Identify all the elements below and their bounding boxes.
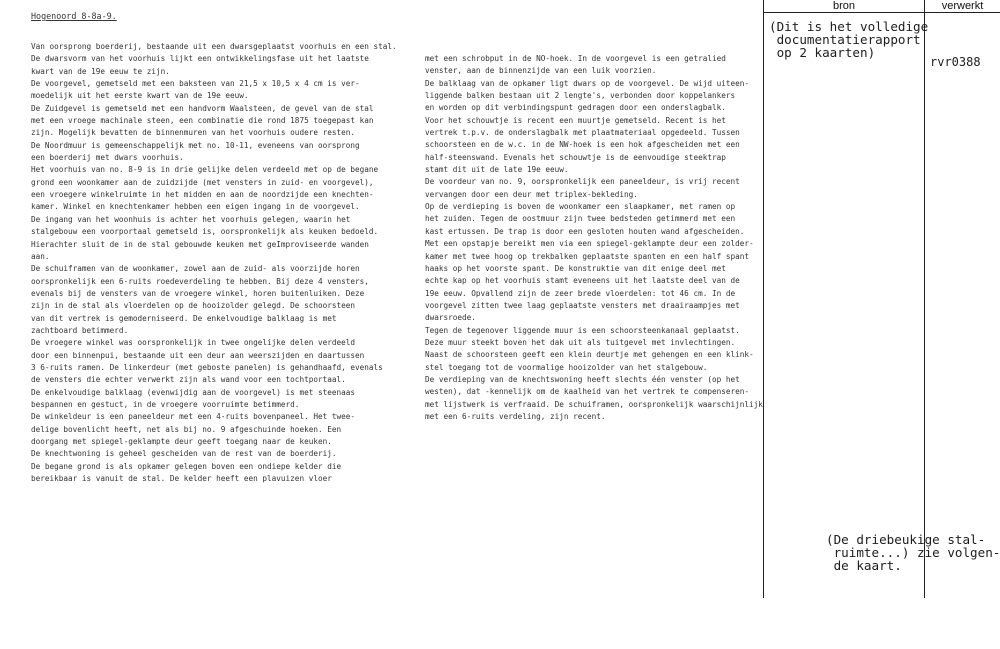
header-bottom-rule: [763, 12, 1000, 13]
text-line: venster, aan de binnenzijde van een luik voorzien.: [425, 66, 657, 76]
text-line: Deze muur steekt boven het dak uit als tuitgevel met invlechtingen.: [425, 337, 736, 347]
text-line: Het voorhuis van no. 8-9 is in drie gelijke delen verdeeld met op de begane: [31, 165, 379, 175]
text-line: schoorsteen en de w.c. in de NW-hoek is een hok afgescheiden met een: [425, 140, 740, 150]
verwerkt-column-left-border: [924, 0, 925, 598]
text-line: met lijstwerk is verfraaid. De schuiframen, oorspronkelijk waarschijnlijk: [425, 399, 763, 409]
right-text-column: [425, 53, 780, 423]
text-line: liggende balken bestaan uit 2 lengte's, verbonden door koppelankers: [425, 91, 736, 101]
text-line: zijn. Mogelijk bevatten de binnenmuren van het voorhuis oudere resten.: [31, 128, 355, 138]
text-line: stalgebouw een voorportaal gemetseld is, oorspronkelijk als keuken bedoeld.: [31, 227, 379, 237]
text-line: kamer met twee hoog op trekbalken geplaatste spanten en een half spant: [425, 251, 749, 261]
text-line: half-steenswand. Evenals het schouwtje is de eenvoudige steektrap: [425, 152, 726, 162]
text-line: De winkeldeur is een paneeldeur met een 4-ruits bovenpaneel. Het twee-: [31, 412, 355, 422]
text-line: De ingang van het woonhuis is achter het voorhuis gelegen, waarin het: [31, 214, 351, 224]
text-line: zijn in de stal als vloerdelen op de hooizolder gelegd. De schoorsteen: [31, 301, 355, 311]
text-line: met een vroege machinale steen, een combinatie die rond 1875 toegepast kan: [31, 116, 374, 126]
text-line: De verdieping van de knechtswoning heeft slechts één venster (op het: [425, 374, 740, 384]
text-line: door een binnenpui, bestaande uit een deur aan weerszijden en daartussen: [31, 350, 365, 360]
text-line: een boerderij met dwars voorhuis.: [31, 153, 184, 163]
text-line: vervangen door een deur met triplex-bekleding.: [425, 189, 638, 199]
bron-header: bron: [832, 0, 856, 12]
text-line: grond een woonkamer aan de zuidzijde (met vensters in zuid- en voorgevel),: [31, 177, 374, 187]
text-line: 3 6-ruits ramen. De linkerdeur (met geboste panelen) is gehandhaafd, evenals: [31, 362, 383, 372]
inventory-number: rvr0388: [930, 55, 981, 69]
text-line: aan.: [31, 251, 50, 261]
continuation-note: (De driebeukige stal- ruimte...) zie volgen- de kaart.: [826, 532, 1000, 573]
text-line: De voordeur van no. 9, oorspronkelijk een paneeldeur, is vrij recent: [425, 177, 740, 187]
verwerkt-header: verwerkt: [941, 0, 984, 12]
text-line: Op de verdieping is boven de woonkamer een slaapkamer, met ramen op: [425, 202, 736, 212]
text-line: evenals bij de vensters van de vroegere winkel, horen buitenluiken. Deze: [31, 288, 365, 298]
text-line: het zuiden. Tegen de oostmuur zijn twee bedsteden getimmerd met een: [425, 214, 736, 224]
text-line: Hierachter sluit de in de stal gebouwde keuken met geImproviseerde wanden: [31, 239, 369, 249]
text-line: een vroegere winkelruimte in het midden en aan de noordzijde een knechten-: [31, 190, 374, 200]
bron-note: (Dit is het volledige documentatierapport op 2 kaarten): [769, 19, 929, 60]
text-line: De knechtwoning is geheel gescheiden van de rest van de boerderij.: [31, 449, 337, 459]
text-line: stel toegang tot de voormalige hooizolder van het stalgebouw.: [425, 362, 708, 372]
text-line: haaks op het voorste spant. De konstruktie van dit enige deel met: [425, 263, 726, 273]
text-line: bespannen en gestuct, in de vroegere voorruimte betimmerd.: [31, 399, 300, 409]
text-line: met een schrobput in de NO-hoek. In de voorgevel is een getralied: [425, 54, 726, 63]
text-line: zachtboard betimmerd.: [31, 325, 129, 335]
text-line: Met een opstapje bereikt men via een spiegel-geklampte deur een zolder-: [425, 239, 754, 249]
text-line: Voor het schouwtje is recent een muurtje gemetseld. Recent is het: [425, 115, 726, 125]
text-line: delige bovenlicht heeft, net als bij no. 9 afgeschuinde hoeken. Een: [31, 424, 342, 434]
text-line: stamt dit uit de late 19e eeuw.: [425, 165, 569, 175]
text-line: kast ertussen. De trap is door een gesloten houten wand afgescheiden.: [425, 226, 745, 236]
text-line: kwart van de 19e eeuw te zijn.: [31, 66, 170, 76]
text-line: bereikbaar is vanuit de stal. De kelder heeft een plavuizen vloer: [31, 474, 332, 484]
text-line: de vensters die echter verwerkt zijn als wand voor een tochtportaal.: [31, 375, 346, 385]
text-line: De balklaag van de opkamer ligt dwars op de voorgevel. De wijd uiteen-: [425, 78, 749, 88]
text-line: vertrek t.p.v. de onderslagbalk met plaatmateriaal opgedeeld. Tussen: [425, 128, 740, 138]
left-text-column: [31, 41, 416, 485]
text-line: voorgevel zitten twee laag geplaatste vensters met draairaampjes met: [425, 300, 740, 310]
text-line: De Zuidgevel is gemetseld met een handvorm Waalsteen, de gevel van de stal: [31, 103, 374, 113]
text-line: De dwarsvorm van het voorhuis lijkt een ontwikkelingsfase uit het laatste: [31, 54, 369, 64]
text-line: De voorgevel, gemetseld met een baksteen van 21,5 x 10,5 x 4 cm is ver-: [31, 79, 360, 89]
text-line: oorspronkelijk een 6-ruits roedeverdeling te hebben. Bij deze 4 vensters,: [31, 276, 369, 286]
reference-title: Hogenoord 8-8a-9.: [31, 11, 117, 21]
text-line: westen), dat -kennelijk om de kaalheid van het vertrek te compenseren-: [425, 387, 749, 397]
text-line: Tegen de tegenover liggende muur is een schoorsteenkanaal geplaatst.: [425, 325, 740, 335]
text-line: moedelijk uit het eerste kwart van de 19e eeuw.: [31, 91, 249, 101]
text-line: De Noordmuur is gemeenschappelijk met no. 10-11, eveneens van oorsprong: [31, 140, 360, 150]
text-line: van dit vertrek is gemoderniseerd. De enkelvoudige balklaag is met: [31, 313, 337, 323]
text-line: Naast de schoorsteen geeft een klein deurtje met gehengen en een klink-: [425, 350, 754, 360]
text-line: De schuiframen van de woonkamer, zowel aan de zuid- als voorzijde horen: [31, 264, 360, 274]
text-line: doorgang met spiegel-geklampte deur geeft toegang naar de keuken.: [31, 437, 332, 446]
text-line: met een 6-ruits verdeling, zijn recent.: [425, 411, 606, 421]
text-line: kamer. Winkel en knechtenkamer hebben een eigen ingang in de voorgevel.: [31, 202, 360, 212]
text-line: De begane grond is als opkamer gelegen boven een ondiepe kelder die: [31, 461, 342, 471]
text-line: Van oorsprong boerderij, bestaande uit een dwarsgeplaatst voorhuis en een stal.: [31, 42, 397, 51]
text-line: 19e eeuw. Opvallend zijn de zeer brede vloerdelen: tot 46 cm. In de: [425, 288, 736, 298]
text-line: De vroegere winkel was oorspronkelijk in twee ongelijke delen verdeeld: [31, 338, 355, 348]
text-line: en worden op dit verbindingspunt gedragen door een onderslagbalk.: [425, 103, 726, 113]
text-line: echte kap op het voorhuis stamt eveneens uit het laatste deel van de: [425, 276, 740, 286]
text-line: De enkelvoudige balklaag (evenwijdig aan de voorgevel) is met steenaas: [31, 387, 355, 397]
text-line: dwarsroede.: [425, 313, 476, 323]
